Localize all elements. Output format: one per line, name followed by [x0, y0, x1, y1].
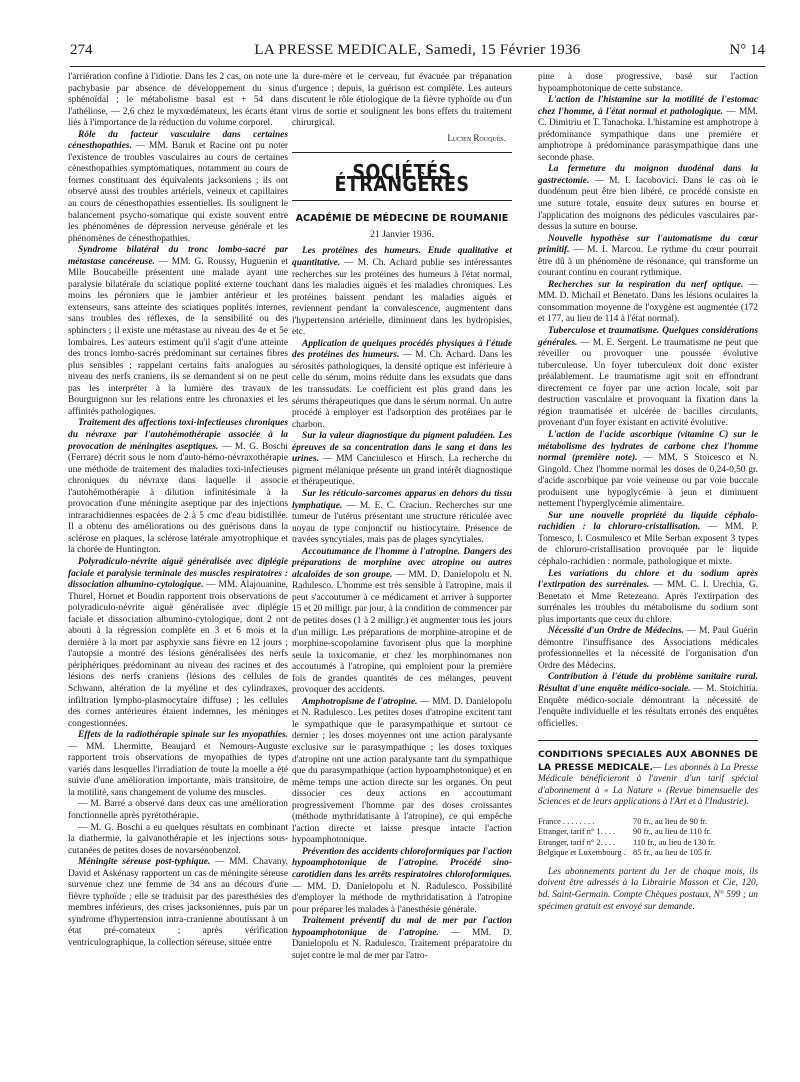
article-paragraph: [68, 245, 288, 418]
article-paragraph: [292, 916, 512, 962]
article-text: — MM Canciulesco et Hirsch. La recherche du pigment mélanique présente un grand intérêt diagnostique et thérapeutique.: [292, 454, 512, 488]
article-text: — M. Ch. Achard. Dans les sérosités pathologiques, la densité optique est inférieure à celle du sérum, moins réduite dans les exsudats que dans les transsudats. Le coefficient est plus grand dans les sérums thérapeutiques que dans le sérum normal. Un autre procédé à employer est l'adsorption des protéines par le charbon.: [292, 350, 513, 430]
article-paragraph: [292, 489, 512, 547]
article-paragraph: [292, 697, 512, 847]
article-text: pine à dose progressive, basé sur l'action hypoamphotonique de cette substance.: [538, 72, 758, 94]
article-paragraph: [538, 430, 758, 511]
article-paragraph: [538, 95, 758, 164]
issue-number: N° 14: [729, 42, 765, 58]
article-text: — M. Barré a observé dans deux cas une amélioration fonctionnelle après pyrétothérapie.: [68, 799, 288, 821]
article-text: — MM. C. I. Urechia, G. Benetato et Mme Retezeano. Après l'extirpation des surrénales les troubles du métabolisme du sodium sont plus importants que ceux du chlore.: [538, 580, 758, 625]
article-paragraph: [68, 730, 288, 799]
article-text: — M. G. Boschi (Ferrare) décrit sous le nom d'auto-hémo-névraxothérapie une méthode de traitement des maladies toxi-infectieuses chroniques du névraxe dans laquelle il associe l'autohémothérapie à dilution infinitésimale à la provocation d'une méningite aseptique par des injections intrarachidiennes espacées de 2 à 5 cmc d'eau bidistillée. Il a obtenu des améliorations ou des guérisons dans la sclérose en plaques, la sclérose latérale amyotrophique et la chorée de Huntington.: [68, 441, 288, 556]
article-paragraph: [538, 511, 758, 569]
rate-row: [538, 848, 758, 859]
article-text: — MM. Lhermitte, Beaujard et Nemours-Auguste rapportent trois observations de myopathies de types variés dans lesquelles l'irradiation de toute la moelle a été suivie d'une amélioration importante, mais transitoire, de la motilité, sans changement de volume des muscles.: [68, 741, 288, 798]
rate-value: 90 fr., au lieu de 110 fr.: [633, 827, 712, 837]
article-text: — MM. Alajouanine, Thurel, Hornet et Boudin rapportent trois observations de polyradiculo-névrite aiguë généralisée avec diplégie faciale et dissociation albumino-cytologique, dont 2 ont abouti à la régression complète en 3 et 6 mois et la dernière à la mort par asphyxie sans fièvre en 12 jours ; l'autopsie a montré des lésions généralisées des nerfs périphériques prédominant au niveau des racines et des lésions des nerfs craniens (lésions des cellules de Schwann, altération de la myéline et des cylindraxes, infiltration lympho-plasmocytaire diffuse) ; les cellules des cornes antérieures étaient indemnes, les méninges congestionnées.: [68, 580, 288, 729]
article-paragraph: [538, 569, 758, 627]
article-title: Prévention des accidents chloroformiques par l'action hypoamphotonique de l'atropine. Procédé sino-carotidien dans les arrêts respiratoires chloroformiques.: [292, 846, 512, 880]
subscription-notice: [538, 740, 758, 913]
page-number: 274: [70, 42, 93, 58]
article-text: — M. Stoichitia. Enquête médico-sociale démontrant la nécessité de l'enquête individuelle et les résultats erronés des enquêtes officielles.: [538, 683, 758, 729]
author-signature: Lucien Rouquès.: [447, 132, 506, 143]
article-title: Amphotropisme de l'atropine.: [302, 696, 418, 707]
rate-label: Etranger, tarif n° 2. . . .: [538, 837, 616, 847]
article-text: — MM. D. Danielopolu et N. Radulesco. L'homme est très sensible à l'atropine, mais il peut s'accoutumer à ce médicament et arriver à supporter 15 et 20 milligr. par jour, à la condition de commencer par de petites doses (1 à 2 milligr.) et augmenter tous les jours d'un milligr. Les préparations de morphine-atropine et de morphine-scopolamine favorisent plus que la morphine seule la toxicomanie, et chez les morphinomanes non accoutumés à l'atropine, qui emploient pour la première fois de grandes quantités de ces mélanges, peuvent provoquer des accidents.: [292, 569, 512, 696]
article-paragraph: [68, 857, 288, 949]
article-title: Polyradiculo-névrite aiguë généralisée avec diplégie faciale et paralysie terminale des muscles respiratoires : dissociation albumino-cytologique.: [68, 556, 288, 591]
article-title: Sur les réticulo-sarcomes apparus en dehors du tissu lymphatique.: [292, 488, 512, 511]
article-text: — MM. S Stoicesco et N. Gingold. Chez l'homme normal les doses de 0,24-0,50 gr. d'acide ascorbique par voie veineuse ou par voie buccale produisent une hypoglycémie à jeun et diminuent nettement l'hyperglycémie alimentaire.: [538, 453, 758, 510]
article-title: Sur la valeur diagnostique du pigment paludéen. Les épreuves de sa concentration dans le sang et dans les urines.: [292, 431, 512, 465]
article-title: Recherches sur la respiration du nerf optique.: [548, 279, 744, 290]
session-date: 21 Janvier 1936.: [370, 228, 434, 240]
article-paragraph: [538, 326, 758, 430]
article-paragraph: [538, 672, 758, 730]
column-3: [538, 72, 758, 913]
article-title: Accoutumance de l'homme à l'atropine. Dangers des préparations de morphine avec atropine ou autres alcaloïdes de son groupe.: [292, 546, 512, 580]
article-paragraph: [538, 72, 758, 95]
rate-value: 110 fr., au lieu de 130 fr.: [633, 837, 716, 847]
header-rule: [70, 66, 765, 67]
article-title: Les variations du chlore et du sodium après l'extirpation des surrénales.: [538, 568, 758, 591]
article-title: Application de quelques procédés physiques à l'étude des protéines des humeurs.: [292, 338, 512, 361]
article-title: Nouvelle hypothèse sur l'automatisme du cœur primitif.: [538, 233, 758, 256]
rate-value: 70 fr., au lieu de 90 fr.: [633, 816, 708, 826]
article-text: — M. I. Marcou. Le rythme du cœur pourrait être dû à un phénomène de résonance, qui transforme un courant continu en courant rythmique.: [538, 245, 758, 279]
page-header: [70, 42, 765, 64]
article-text: — M. E. Sergent. Le traumatisme ne peut que réveiller ou provoquer une poussée évolutive tuberculeuse. Un foyer tuberculeux doit donc exister préalablement. Le traumatisme agit soit en effondrant directement ce foyer par une action locale, soit par destruction vasculaire et provoquant la fixation dans la région traumatisée et ulcérée de bacilles circulants, provenant d'un foyer existant en activité évolutive.: [538, 337, 758, 429]
rates-table: [538, 817, 758, 859]
article-text: — M. Ch. Achard publie ses intéressantes recherches sur les protéines des humeurs à l'état normal, dans les maladies aiguës et les maladies chroniques. Les protéines baissent pendant les maladies aiguës et reviennent pendant la convalescence, augmentent dans l'hypertension artérielle, diminuent dans les hydropisies, etc.: [292, 258, 512, 338]
journal-title: LA PRESSE MEDICALE, Samedi, 15 Février 1936: [254, 42, 581, 58]
article-paragraph: [68, 823, 288, 858]
article-paragraph: [292, 72, 512, 130]
article-title: La fermeture du moignon duodénal dans la gastrectomie.: [538, 164, 758, 186]
article-text: — M. I. Iacobovici. Dans le cas où le duodénum peut être bien libéré, ce procédé consiste en une suture totale, ensuite deux sutures en bourse et l'application des moignons des pédicules vasculaires par-dessus la suture en bourse.: [538, 175, 758, 233]
article-paragraph: [538, 280, 758, 326]
article-paragraph: [68, 72, 288, 130]
article-text: — MM. Chavany, David et Askénasy rapportent un cas de méningite séreuse survenue chez une femme de 34 ans au décours d'une fièvre typhoïde ; elle se traduisit par des paresthésies des membres inférieurs, des crises jacksoniennes, puis par un syndrome d'hypertension intra-cranienne aboutissant à un état pré-comateux ; après vérification ventriculographique, la collection séreuse, située entre: [68, 857, 288, 949]
subscription-title: CONDITIONS SPECIALES AUX ABONNES DE LA PRESSE MEDICALE.: [538, 749, 758, 773]
article-text: — M. Paul Guérin démontre l'insuffisance des Associations médicales professionnelles et la nécessité de l'organisation d'un Ordre des Médecins.: [538, 626, 758, 671]
column-1: [68, 72, 288, 950]
article-paragraph: [292, 547, 512, 697]
rate-row: [538, 817, 758, 828]
rate-value: 85 fr., au lieu de 105 fr.: [633, 848, 712, 858]
article-text: la dure-mère et le cerveau, fut évacuée par trépanation d'urgence ; depuis, la guérison est complète. Les auteurs discutent le rôle étiologique de la fièvre typhoïde ou d'un virus de sortie et soulignent les bons effets du traitement chirurgical.: [292, 72, 512, 129]
section-block: [292, 152, 512, 240]
article-paragraph: [538, 626, 758, 672]
article-title: Effets de la radiothérapie spinale sur les myopathies.: [78, 730, 288, 741]
article-title: Rôle du facteur vasculaire dans certaines cénesthopathies.: [68, 129, 288, 152]
article-paragraph: [68, 799, 288, 822]
rate-row: [538, 838, 758, 849]
article-text: — MM. D. Danielopolu et N. Radulesco. Les petites doses d'atropine excitent tant le sympathique que le parasympathique et surtout ce dernier ; les doses moyennes ont une action paralysante exclusive sur le parasympathique ; les doses toxiques d'atropine ont une action paralysante tant du sympathique que du parasympathique (action hypoamphotonique) et en même temps une action directe sur les organes. On peut dissocier ces deux actions en accoutumant progressivement l'homme par des doses croissantes (méthode mythridatisante à l'atropine), ce qui empêche l'action directe et laisse presque intacte l'action hypoamphotonique.: [292, 696, 512, 846]
article-paragraph: [68, 418, 288, 557]
article-title: Tuberculose et traumatisme. Quelques considérations générales.: [538, 326, 758, 348]
rate-row: [538, 827, 758, 838]
article-title: Syndrome bilatéral du tronc lombo-sacré par métastase cancéreuse.: [68, 245, 288, 267]
article-text: — MM. D. Michail et Benetato. Dans les lésions oculaires la consommation moyenne de l'oxygène est augmentée (172 et 177, au lieu de 114 à l'état normal).: [538, 279, 759, 325]
article-paragraph: [292, 847, 512, 916]
article-title: L'action de l'acide ascorbique (vitamine C) sur le métabolisme des hydrates de carbone chez l'homme normal (première note).: [538, 429, 758, 464]
article-text: — MM. P. Tomesco, I. Cosmulesco et Mlle Serban exposent 3 types de chlorurо-cristallisation provoquée par le liquide céphalo-rachidien : normale, pathologique et mixte.: [538, 522, 758, 567]
article-title: Nécessité d'un Ordre de Médecins.: [548, 626, 684, 637]
rate-label: France . . . . . . . .: [538, 816, 595, 826]
article-title: Traitement des affections toxi-infectieuses chroniques du névraxe par l'autohémothérapie associée à la provocation de méningites aseptiques.: [68, 418, 288, 452]
article-text: — MM. D. Danielopolu et N. Radulesco. Possibilité d'employer la méthode de mythridatisation à l'atropine pour préparer les malades à l'anesthésie générale.: [292, 881, 512, 915]
article-title: Méningite séreuse post-typhique.: [78, 857, 211, 868]
article-title: Contribution à l'étude du problème sanitaire rural. Résultat d'une enquête médico-sociale.: [538, 672, 758, 694]
subscription-outro: Les abonnements partent du 1er de chaque mois, ils doivent être adressés à la Librairie Masson et Cie, 120, bd. Saint-Germain. Compte Chèques postaux, N° 599 ; un spécimen gratuit est envoyé sur demande.: [538, 866, 758, 912]
article-title: Traitement préventif du mal de mer par l'action hypoamphotonique de l'atropine.: [292, 916, 512, 938]
section-rule: [292, 200, 512, 201]
article-paragraph: [292, 246, 512, 338]
rate-label: Belgique et Luxembourg .: [538, 848, 626, 858]
article-title: L'action de l'histamine sur la motilité de l'estomac chez l'homme, à l'état normal et pathologique.: [538, 95, 758, 117]
article-paragraph: [68, 557, 288, 730]
column-2: [292, 72, 512, 962]
article-title: Sur une nouvelle propriété du liquide céphalo-rachidien : la chloruro-cristallisation.: [538, 510, 758, 533]
subscription-intro: — Les abonnés à La Presse Médicale bénéficieront à l'avenir d'un tarif spécial d'abonnement à « La Nature » (Revue bimensuelle des Sciences et de leurs applications à l'Art et à l'Industrie).: [538, 762, 759, 808]
academy-heading: ACADÉMIE DE MÉDECINE DE ROUMANIE: [295, 213, 509, 225]
article-paragraph: [538, 234, 758, 280]
article-text: l'arriération confine à l'idiotie. Dans les 2 cas, on note une pachybasie par absence de développement du sinus sphénoïdal ; le métabolisme basal est + 54 dans l'athéliose, — 2,6 chez le myxœdémateux, les écarts étant liés à l'importance de la réduction du volume corporel.: [68, 72, 288, 129]
article-text: — MM. C. Dimitriu et T. Tanachoka. L'histamine est amphotrope à prédominance sympathique dans une première et amphotrope à prédominance parasympathique dans une seconde phase.: [538, 106, 758, 163]
rate-label: Etranger, tarif n° 1. . . .: [538, 827, 616, 837]
article-text: — M. E. C. Craciun. Recherches sur une tumeur de l'utérus présentant une structure réticulée avec noyau de type conjonctif ou histiocytaire. Présence de travées syncytiales, mais pas de plages syncytiales.: [292, 500, 512, 546]
article-paragraph: [68, 130, 288, 245]
article-text: — M. G. Boschi a eu quelques résultats en combinant la diathermie, la galvanothérapie et les injections sous-cutanées de petites doses de novarsénobenzol.: [68, 822, 288, 856]
article-text: — MM. D. Danielopolu et N. Radulesco. Traitement préparatoire du sujet contre le mal de mer par l'atro-: [292, 927, 512, 961]
article-paragraph: [538, 164, 758, 233]
article-paragraph: [292, 339, 512, 431]
article-paragraph: [292, 431, 512, 489]
article-title: Les protéines des humeurs. Etude qualitative et quantitative.: [292, 246, 512, 269]
article-text: — MM. G. Roussy, Huguenin et Mlle Boucabeille présentent une malade ayant une paralysie bilatérale du sciatique poplité externe touchant moins les péroniers que le jambier antérieur et les extenseurs, sans atteinte des sciatiques poplités internes, sans troubles des réflexes, de la sensibilité ou des sphincters ; il existe une métastase au niveau des 4e et 5e lombaires. Les auteurs estiment qu'il s'agit d'une atteinte des troncs lombo-sacrés prédominant sur certaines fibres plus sensibles ; rappelant certains faits analogues au niveau des nerfs craniens, ils se demandent si on ne peut pas les interpréter à la lumière des travaux de Bourguignon sur les relations entre les chronaxies et les affinités pathologiques.: [68, 256, 288, 417]
section-heading: SOCIÉTÉS ÉTRANGÈRES: [334, 160, 470, 196]
article-text: — MM. Baruk et Racine ont pu noter l'existence de troubles vasculaires au cours de certaines cénesthopathies symptomatiques, notamment au cours de formes constituant des équivalents jacksoniens ; ils ont observé aussi des troubles artériels, veineux et capillaires au cours de cénesthopathies essentielles. Ils soulignent le balancement psycho-somatique qui existe souvent entre les phénomènes de dépression nerveuse générale et les phénomènes de cénesthopathies.: [68, 141, 288, 244]
